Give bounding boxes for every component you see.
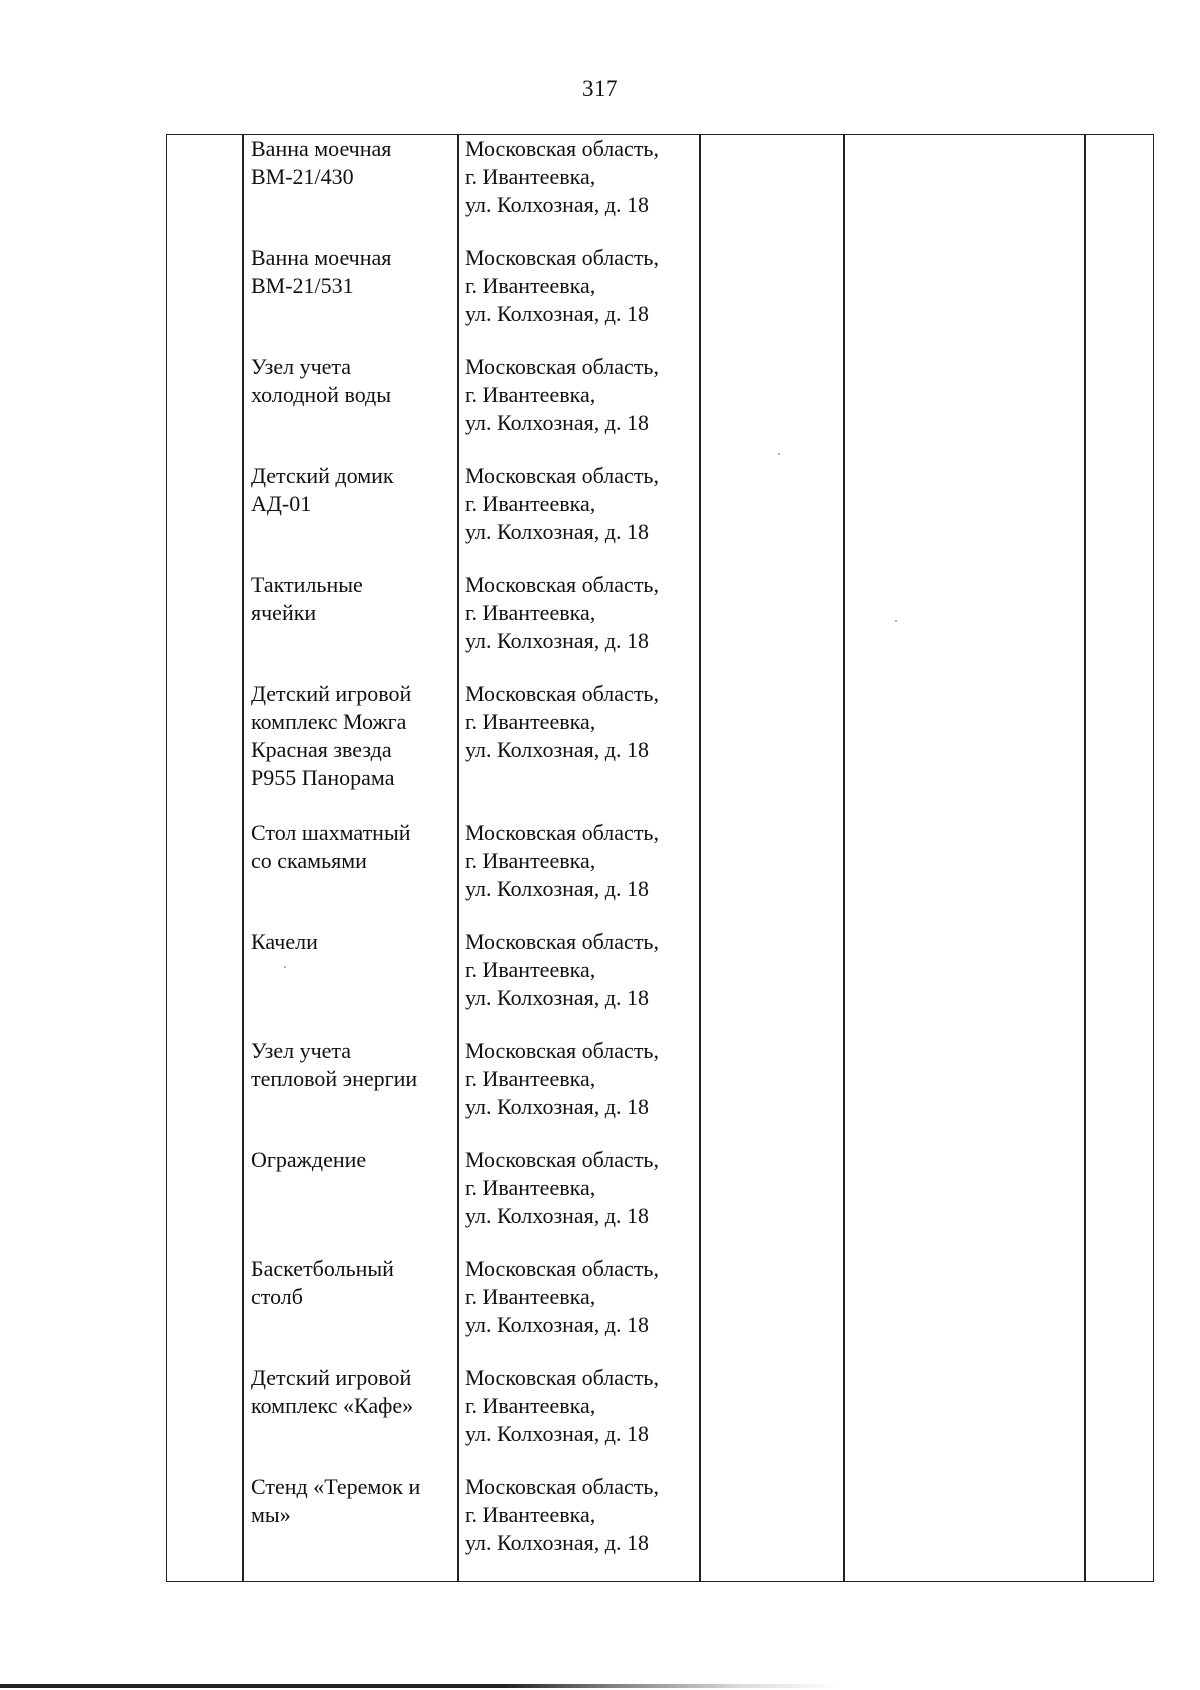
- address-line: г. Ивантеевка,: [465, 1502, 596, 1527]
- page-number: 317: [582, 76, 618, 101]
- address-line: г. Ивантеевка,: [465, 164, 596, 189]
- address-line: Московская область,: [465, 136, 659, 161]
- address-line: Московская область,: [465, 1474, 659, 1499]
- address-line: г. Ивантеевка,: [465, 1175, 596, 1200]
- address-line: г. Ивантеевка,: [465, 1284, 596, 1309]
- address-line: Московская область,: [465, 1365, 659, 1390]
- address-cell: [465, 1255, 705, 1339]
- object-name-cell: Тактильные ячейки: [251, 572, 363, 625]
- object-name-cell: Детский игровой комплекс Можга Красная звезда Р955 Панорама: [251, 681, 412, 790]
- property-table: [166, 134, 1154, 1582]
- address-line: г. Ивантеевка,: [465, 382, 596, 407]
- address-line: ул. Колхозная, д. 18: [465, 628, 649, 653]
- address-cell: [465, 571, 705, 655]
- object-name-cell: Стенд «Теремок и мы»: [251, 1474, 421, 1527]
- table-row: [167, 928, 1153, 1037]
- address-line: Московская область,: [465, 929, 659, 954]
- table-row: [167, 462, 1153, 571]
- address-line: ул. Колхозная, д. 18: [465, 1312, 649, 1337]
- table-row: [167, 1364, 1153, 1473]
- table-row: [167, 1146, 1153, 1255]
- address-line: г. Ивантеевка,: [465, 709, 596, 734]
- address-cell: [465, 1037, 705, 1121]
- table-row: [167, 819, 1153, 928]
- object-name-cell: Баскетбольный столб: [251, 1256, 394, 1309]
- table-row: [167, 1255, 1153, 1364]
- address-line: ул. Колхозная, д. 18: [465, 519, 649, 544]
- address-line: ул. Колхозная, д. 18: [465, 737, 649, 762]
- address-cell: [465, 819, 705, 903]
- address-cell: [465, 1364, 705, 1448]
- address-line: Московская область,: [465, 245, 659, 270]
- address-line: Московская область,: [465, 354, 659, 379]
- object-name-cell: Узел учета тепловой энергии: [251, 1038, 418, 1091]
- address-cell: [465, 462, 705, 546]
- address-line: Московская область,: [465, 572, 659, 597]
- address-line: ул. Колхозная, д. 18: [465, 301, 649, 326]
- address-line: Московская область,: [465, 681, 659, 706]
- address-cell: [465, 353, 705, 437]
- address-cell: [465, 680, 705, 764]
- address-line: Московская область,: [465, 820, 659, 845]
- address-line: г. Ивантеевка,: [465, 1393, 596, 1418]
- table-row: [167, 1473, 1153, 1582]
- table-row: [167, 244, 1153, 353]
- address-line: ул. Колхозная, д. 18: [465, 876, 649, 901]
- scan-edge-line: [0, 1684, 1200, 1688]
- object-name-cell: Ванна моечная ВМ-21/430: [251, 136, 392, 189]
- object-name-cell: Ванна моечная ВМ-21/531: [251, 245, 392, 298]
- object-name-cell: Детский игровой комплекс «Кафе»: [251, 1365, 414, 1418]
- scan-speck: [778, 453, 780, 455]
- table-row: [167, 1037, 1153, 1146]
- table-row: [167, 135, 1153, 244]
- address-line: г. Ивантеевка,: [465, 957, 596, 982]
- object-name-cell: Ограждение: [251, 1147, 367, 1172]
- address-cell: [465, 1146, 705, 1230]
- address-line: ул. Колхозная, д. 18: [465, 1421, 649, 1446]
- address-line: Московская область,: [465, 1256, 659, 1281]
- address-line: г. Ивантеевка,: [465, 1066, 596, 1091]
- object-name-cell: Детский домик АД-01: [251, 463, 394, 516]
- address-cell: [465, 928, 705, 1012]
- address-cell: [465, 135, 705, 219]
- address-line: ул. Колхозная, д. 18: [465, 410, 649, 435]
- address-line: г. Ивантеевка,: [465, 491, 596, 516]
- address-line: Московская область,: [465, 1147, 659, 1172]
- address-line: ул. Колхозная, д. 18: [465, 1094, 649, 1119]
- object-name-cell: Качели: [251, 929, 318, 954]
- address-line: г. Ивантеевка,: [465, 600, 596, 625]
- address-line: г. Ивантеевка,: [465, 273, 596, 298]
- address-line: Московская область,: [465, 1038, 659, 1063]
- address-line: ул. Колхозная, д. 18: [465, 1530, 649, 1555]
- object-name-cell: Стол шахматный со скамьями: [251, 820, 411, 873]
- scan-speck: [895, 620, 897, 622]
- scan-speck: [284, 966, 286, 968]
- address-cell: [465, 244, 705, 328]
- address-line: ул. Колхозная, д. 18: [465, 985, 649, 1010]
- table-row: [167, 680, 1153, 789]
- object-name-cell: Узел учета холодной воды: [251, 354, 392, 407]
- table-row: [167, 353, 1153, 462]
- address-cell: [465, 1473, 705, 1557]
- table-row: [167, 571, 1153, 680]
- address-line: г. Ивантеевка,: [465, 848, 596, 873]
- address-line: ул. Колхозная, д. 18: [465, 192, 649, 217]
- address-line: Московская область,: [465, 463, 659, 488]
- address-line: ул. Колхозная, д. 18: [465, 1203, 649, 1228]
